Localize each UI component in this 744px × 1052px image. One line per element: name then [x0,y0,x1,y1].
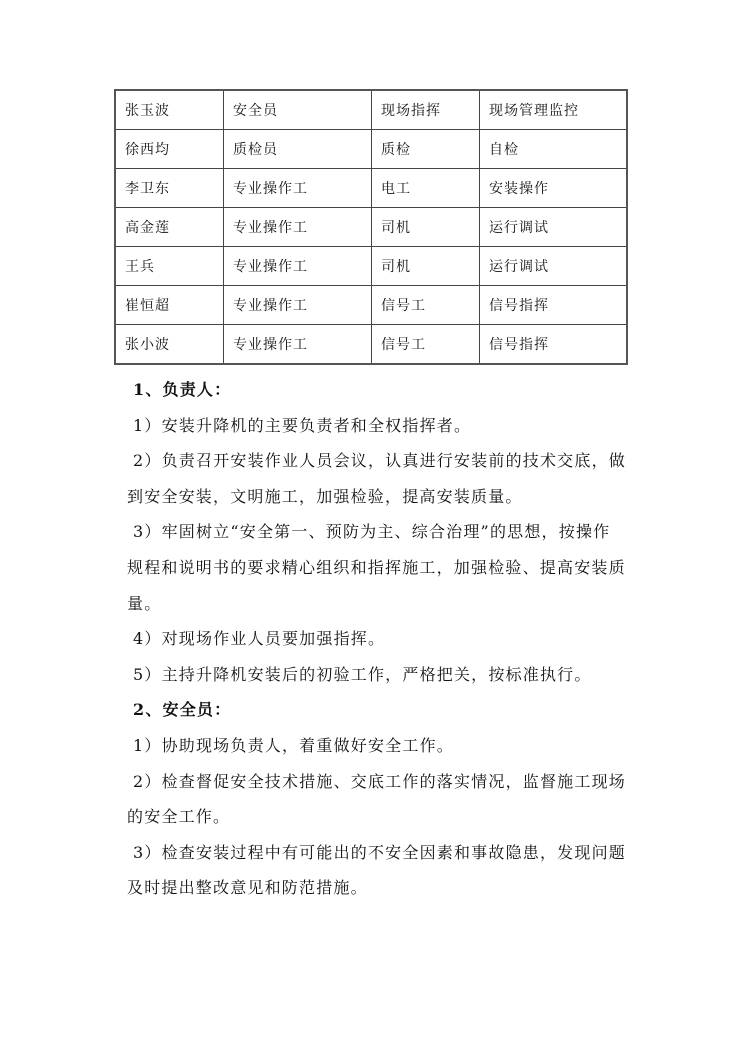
table-row [115,130,627,169]
table-cell: 现场管理监控 [480,90,628,130]
table-cell: 安装操作 [480,169,628,208]
table-cell: 专业操作工 [224,247,372,286]
paragraph-line: 量。 [127,593,162,613]
table-cell: 崔恒超 [115,286,224,325]
paragraph-line: 规程和说明书的要求精心组织和指挥施工，加强检验、提高安装质 [127,557,626,577]
paragraph-line: 到安全安装，文明施工，加强检验，提高安装质量。 [127,486,523,506]
table-cell: 高金莲 [115,208,224,247]
section-heading: 1、负责人： [133,380,232,399]
table-cell: 专业操作工 [224,169,372,208]
paragraph-line: 3）检查安装过程中有可能出的不安全因素和事故隐患，发现问题 [133,842,626,862]
table-row [115,286,627,325]
table-cell: 张小波 [115,325,224,365]
table-cell: 王兵 [115,247,224,286]
paragraph-line: 2）检查督促安全技术措施、交底工作的落实情况，监督施工现场 [133,771,626,791]
paragraph-line: 及时提出整改意见和防范措施。 [127,878,368,898]
table-cell: 专业操作工 [224,325,372,365]
table-cell: 专业操作工 [224,208,372,247]
table-cell: 质检 [372,130,480,169]
paragraph-line: 1）协助现场负责人，着重做好安全工作。 [133,735,454,755]
paragraph-line: 4）对现场作业人员要加强指挥。 [133,629,386,649]
table-cell: 徐西均 [115,130,224,169]
table-cell: 李卫东 [115,169,224,208]
paragraph-line: 5）主持升降机安装后的初验工作，严格把关，按标准执行。 [133,664,592,684]
table-cell: 运行调试 [480,247,628,286]
table-cell: 专业操作工 [224,286,372,325]
paragraph-line: 3）牢固树立“安全第一、预防为主、综合治理”的思想，按操作 [133,522,611,542]
table-cell: 自检 [480,130,628,169]
table-cell: 信号指挥 [480,286,628,325]
table-cell: 质检员 [224,130,372,169]
table-row [115,247,627,286]
table-cell: 现场指挥 [372,90,480,130]
paragraph-line: 2）负责召开安装作业人员会议，认真进行安装前的技术交底，做 [133,451,626,471]
table-cell: 电工 [372,169,480,208]
table-row [115,325,627,365]
paragraph-line: 的安全工作。 [127,807,231,827]
table-row [115,208,627,247]
table-cell: 信号工 [372,325,480,365]
table-row [115,169,627,208]
table-cell: 运行调试 [480,208,628,247]
table-cell: 信号工 [372,286,480,325]
paragraph-line: 1）安装升降机的主要负责者和全权指挥者。 [133,415,472,435]
personnel-table [114,89,628,365]
table-cell: 安全员 [224,90,372,130]
table-cell: 信号指挥 [480,325,628,365]
section-heading: 2、安全员： [133,700,232,720]
document-body [127,372,626,906]
table-cell: 司机 [372,247,480,286]
table-row [115,90,627,130]
table-cell: 司机 [372,208,480,247]
table-cell: 张玉波 [115,90,224,130]
